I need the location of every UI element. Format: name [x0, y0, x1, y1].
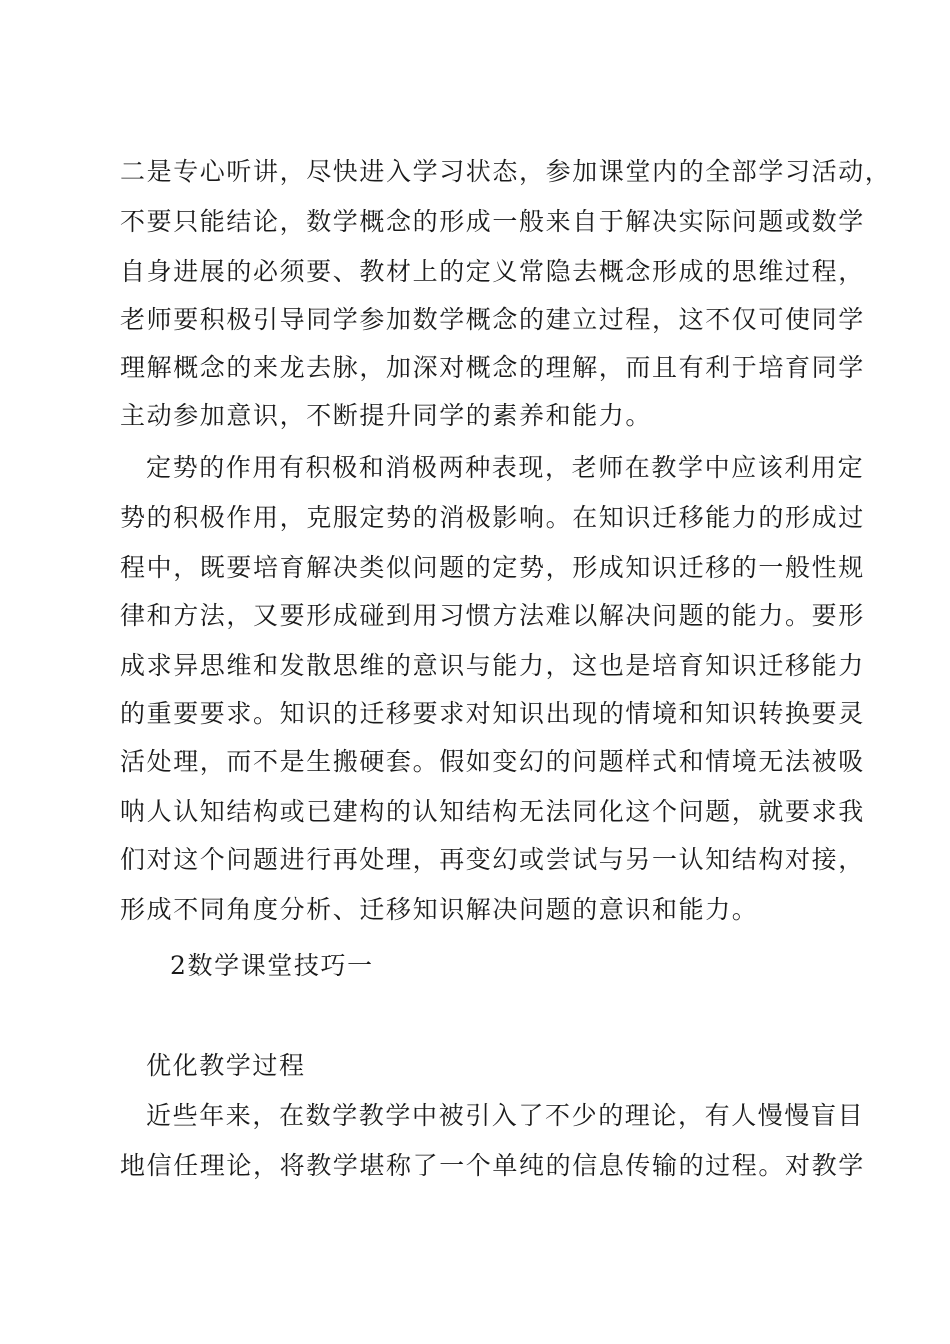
text-line: 律和方法，又要形成碰到用习惯方法难以解决问题的能力。要形 [120, 601, 865, 630]
text-line: 不要只能结论，数学概念的形成一般来自于解决实际问题或数学 [120, 207, 865, 236]
text-line: 程中，既要培育解决类似问题的定势，形成知识迁移的一般性规 [120, 553, 865, 582]
text-line: 呐人认知结构或已建构的认知结构无法同化这个问题，就要求我 [120, 797, 865, 826]
text-line: 的重要要求。知识的迁移要求对知识出现的情境和知识转换要灵 [120, 699, 865, 728]
text-line: 活处理，而不是生搬硬套。假如变幻的问题样式和情境无法被吸 [120, 747, 865, 776]
text-line: 自身进展的必须要、教材上的定义常隐去概念形成的思维过程， [120, 257, 865, 286]
text-line: 主动参加意识，不断提升同学的素养和能力。 [120, 401, 653, 430]
text-line: 二是专心听讲，尽快进入学习状态，参加课堂内的全部学习活动， [120, 157, 892, 186]
section-heading: 2数学课堂技巧一 [170, 951, 374, 980]
text-line: 势的积极作用，克服定势的消极影响。在知识迁移能力的形成过 [120, 503, 865, 532]
text-line: 形成不同角度分析、迁移知识解决问题的意识和能力。 [120, 895, 759, 924]
text-line: 地信任理论，将教学堪称了一个单纯的信息传输的过程。对教学 [120, 1151, 865, 1180]
text-line: 近些年来，在数学教学中被引入了不少的理论，有人慢慢盲目 [146, 1101, 865, 1130]
text-line: 定势的作用有积极和消极两种表现，老师在教学中应该利用定 [146, 453, 865, 482]
subheading: 优化教学过程 [146, 1051, 306, 1080]
text-line: 们对这个问题进行再处理，再变幻或尝试与另一认知结构对接， [120, 845, 865, 874]
text-line: 老师要积极引导同学参加数学概念的建立过程，这不仅可使同学 [120, 305, 865, 334]
text-line: 成求异思维和发散思维的意识与能力，这也是培育知识迁移能力 [120, 651, 865, 680]
text-line: 理解概念的来龙去脉，加深对概念的理解，而且有利于培育同学 [120, 353, 865, 382]
